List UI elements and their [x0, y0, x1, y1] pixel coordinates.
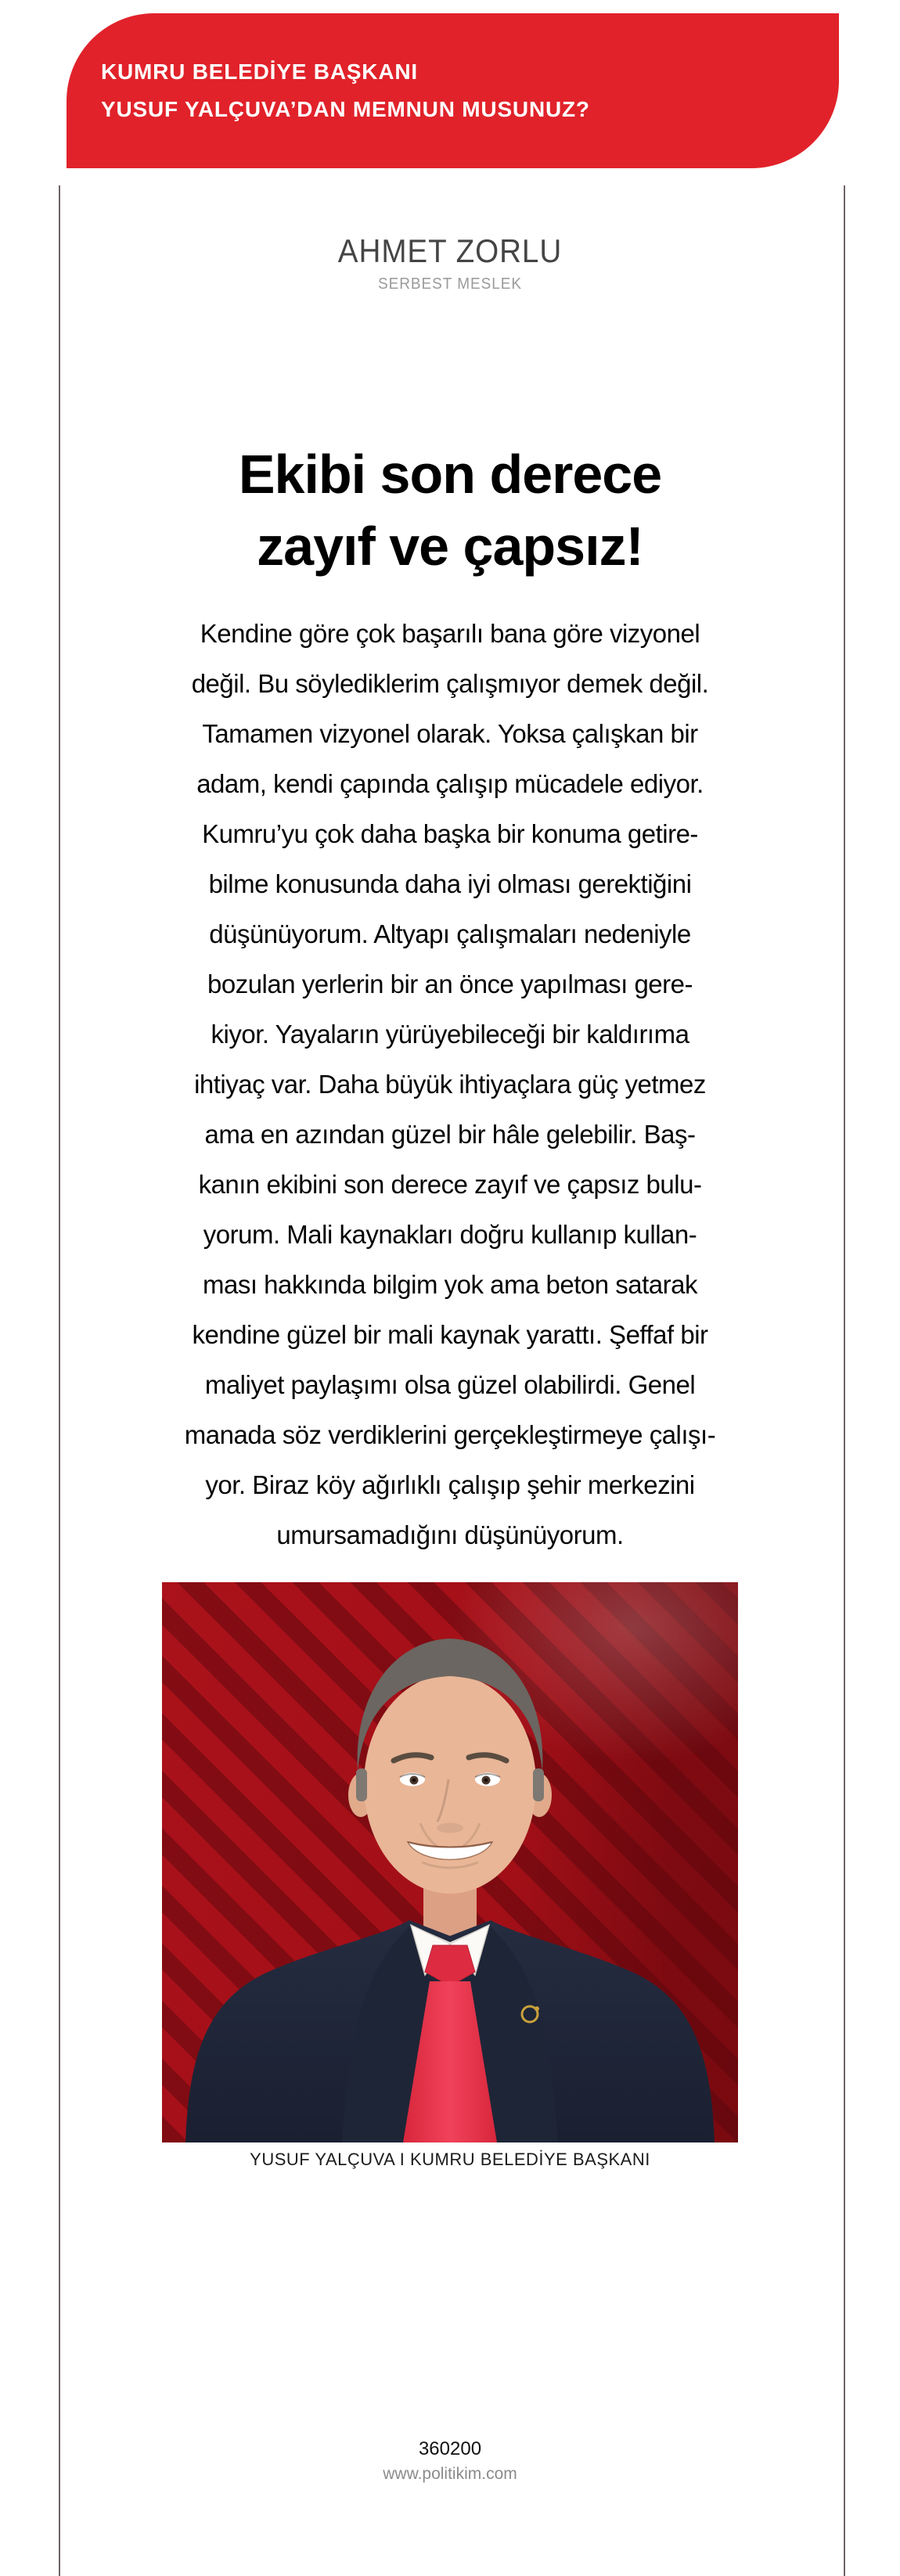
body-line: Kumru’yu çok daha başka bir konuma getire-	[202, 819, 698, 848]
respondent-occupation: SERBEST MESLEK	[377, 275, 523, 293]
body-line: değil. Bu söylediklerim çalışmıyor demek değil.	[191, 669, 709, 698]
body-line: kanın ekibini son derece zayıf ve çapsız bulu-	[198, 1170, 702, 1199]
banner-title-line1: KUMRU BELEDİYE BAŞKANI	[101, 59, 418, 84]
headline-line2: zayıf ve çapsız!	[257, 516, 643, 577]
person-sideburn-left	[356, 1768, 367, 1801]
body-line: adam, kendi çapında çalışıp mücadele ediyor.	[196, 769, 704, 798]
body-line: ması hakkında bilgim yok ama beton satarak	[203, 1270, 697, 1299]
portrait-illustration	[162, 1582, 738, 2142]
body-line: ihtiyaç var. Daha büyük ihtiyaçlara güç yetmez	[194, 1070, 706, 1099]
portrait-photo	[162, 1582, 738, 2142]
body-paragraph	[98, 609, 802, 1560]
body-line: umursamadığını düşünüyorum.	[276, 1520, 624, 1549]
person-pupil-left	[412, 1779, 416, 1783]
body-line: kendine güzel bir mali kaynak yarattı. Şeffaf bir	[192, 1320, 708, 1349]
body-line: bozulan yerlerin bir an önce yapılması gere-	[207, 970, 693, 998]
body-line: maliyet paylaşımı olsa güzel olabilirdi. Genel	[204, 1370, 696, 1399]
person-nose-base	[437, 1823, 463, 1833]
body-line: bilme konusunda daha iyi olması gerektiğini	[208, 869, 692, 898]
respondent-name: AHMET ZORLU	[337, 232, 563, 269]
body-line: manada söz verdiklerini gerçekleştirmeye çalışı-	[184, 1420, 716, 1449]
body-line: kiyor. Yayaların yürüyebileceği bir kaldırıma	[211, 1020, 689, 1049]
person-sideburn-right	[533, 1768, 544, 1801]
banner-title-line2: YUSUF YALÇUVA’DAN MEMNUN MUSUNUZ?	[101, 97, 590, 121]
headline-line1: Ekibi son derece	[238, 444, 662, 505]
body-line: Kendine göre çok başarılı bana göre vizyonel	[200, 619, 700, 648]
body-line: ama en azından güzel bir hâle gelebilir. Baş-	[204, 1120, 696, 1149]
body-line: yor. Biraz köy ağırlıklı çalışıp şehir merkezini	[205, 1470, 695, 1499]
body-line: Tamamen vizyonel olarak. Yoksa çalışkan bir	[202, 719, 698, 748]
header-banner	[67, 13, 839, 168]
footer-code: 360200	[418, 2438, 482, 2459]
headline	[0, 438, 900, 582]
body-line: yorum. Mali kaynakları doğru kullanıp kullan-	[203, 1220, 697, 1249]
person-face	[364, 1675, 536, 1894]
footer-website: www.politikim.com	[383, 2465, 517, 2483]
portrait-caption: YUSUF YALÇUVA I KUMRU BELEDİYE BAŞKANI	[250, 2150, 650, 2169]
body-line: düşünüyorum. Altyapı çalışmaları nedeniyle	[209, 919, 691, 948]
person-lapel-pin-star	[535, 2006, 539, 2011]
person-pupil-right	[484, 1779, 488, 1783]
